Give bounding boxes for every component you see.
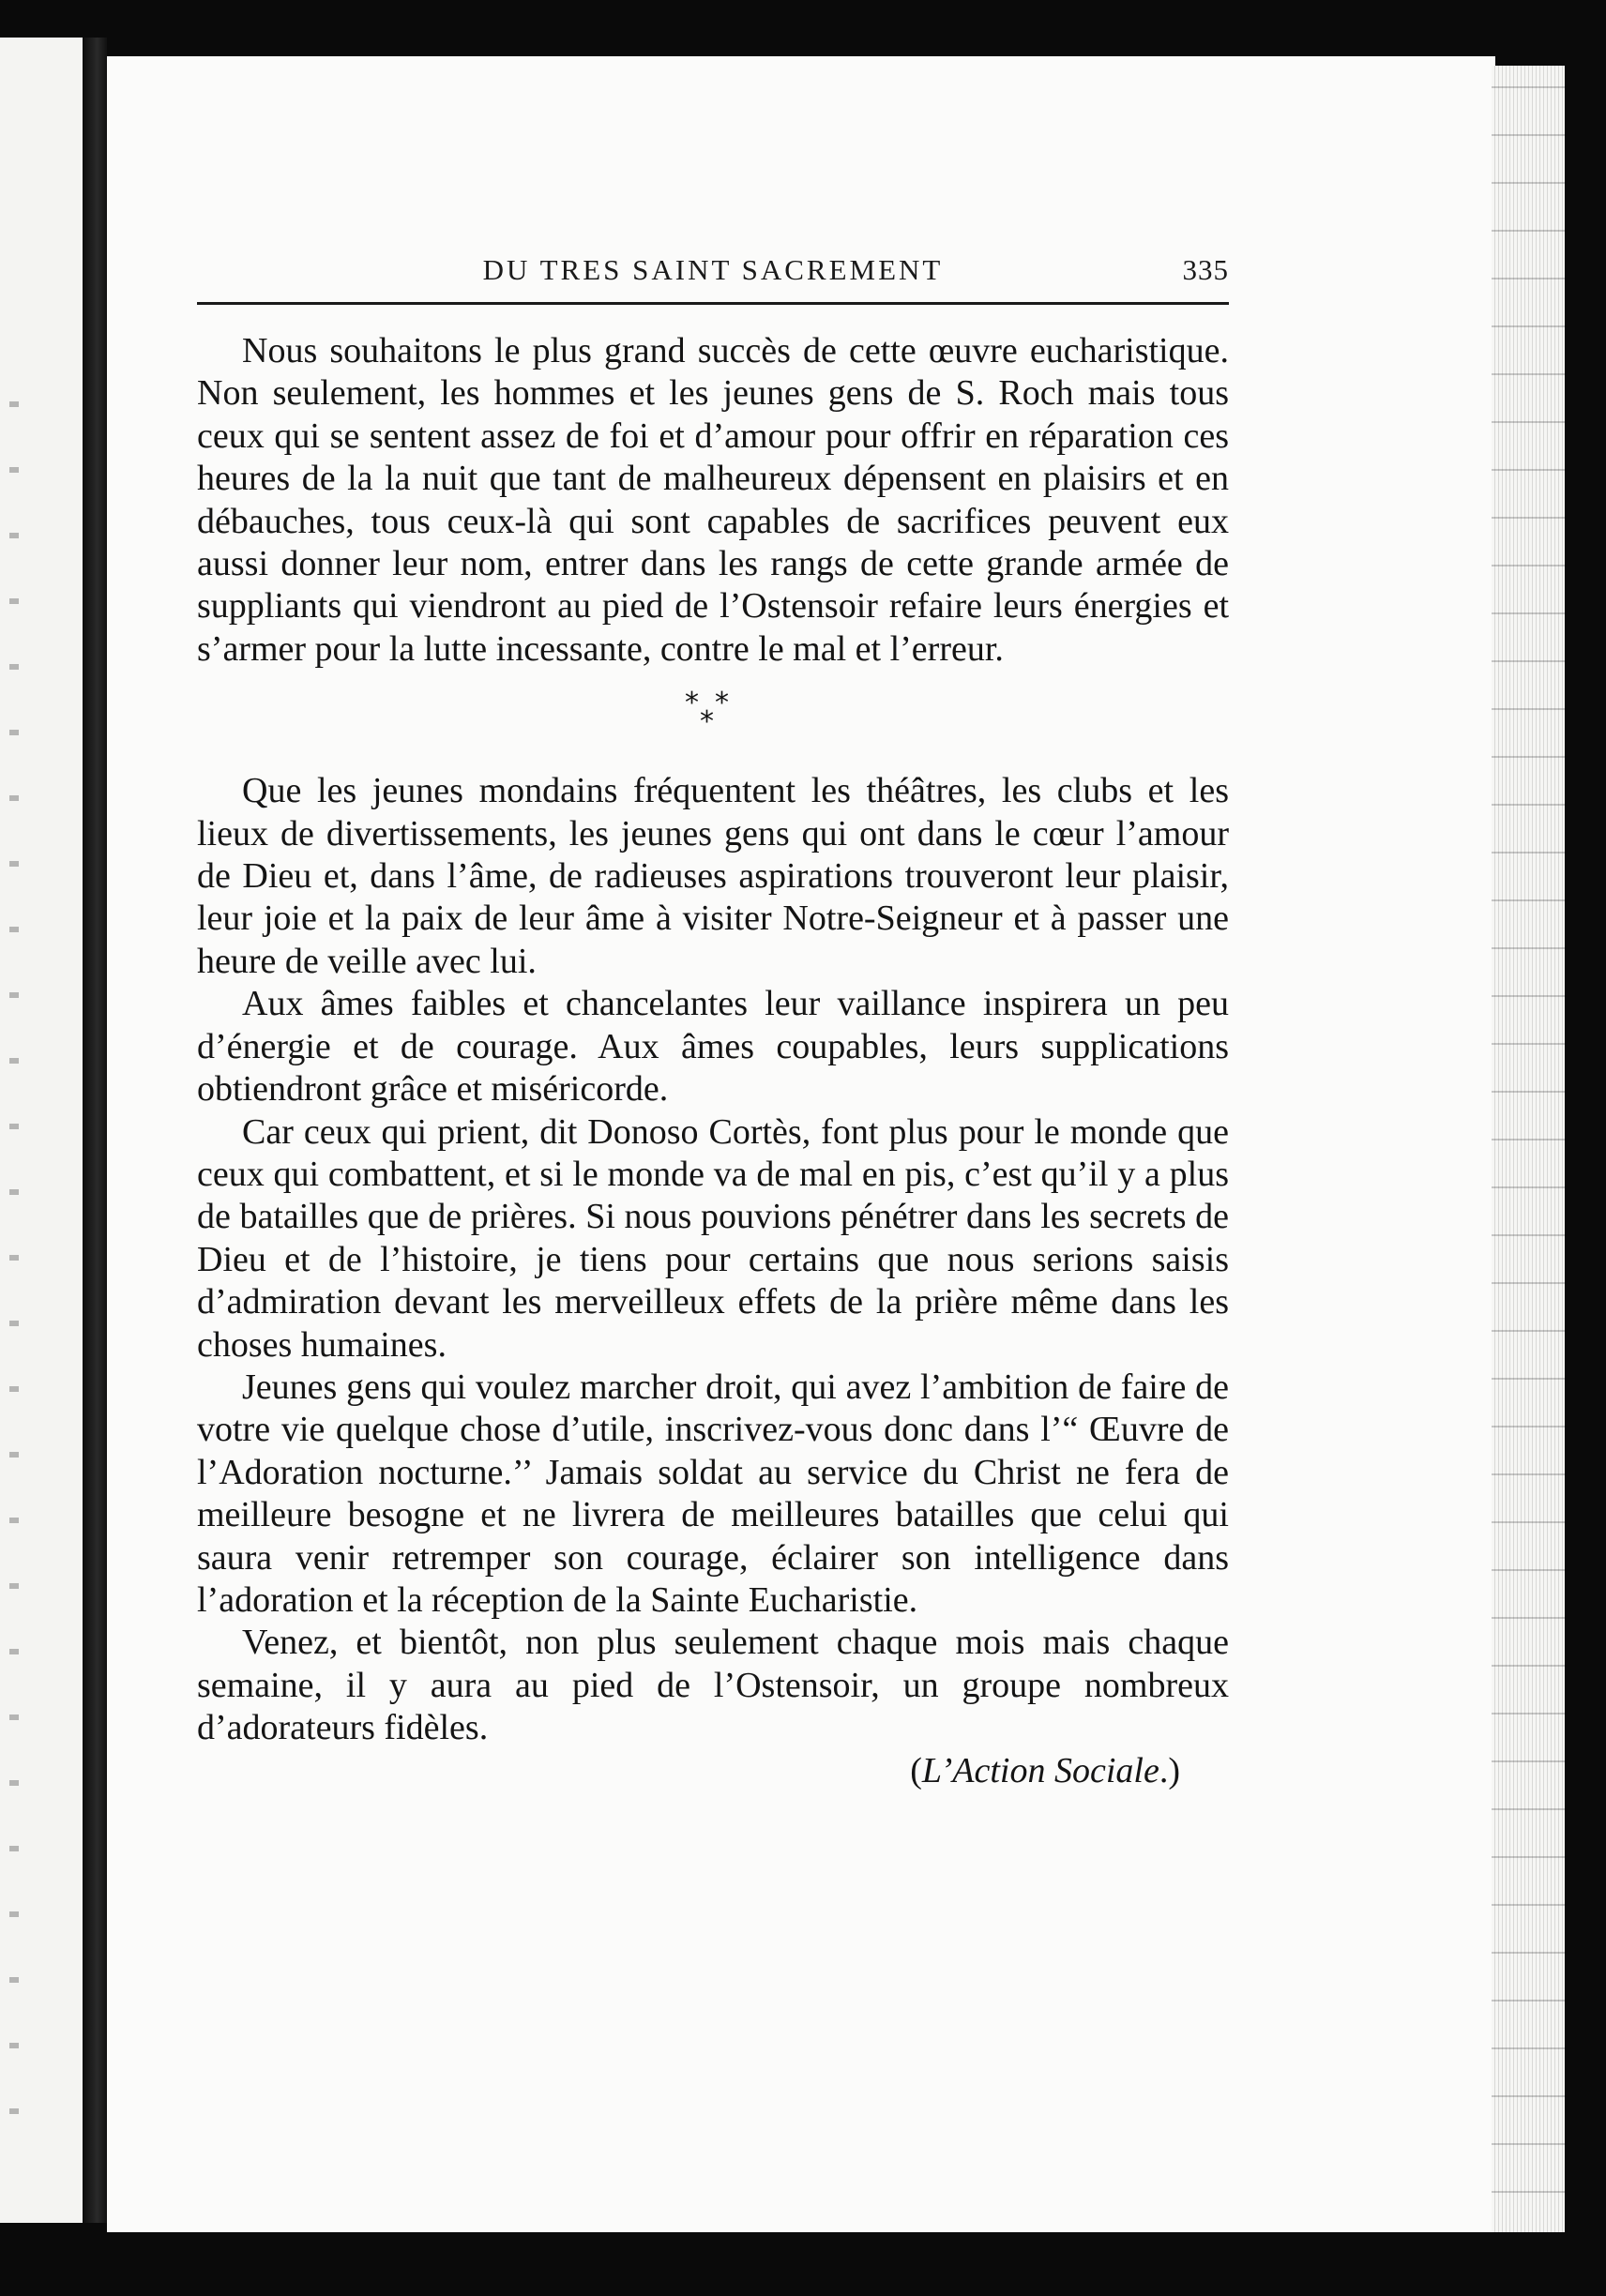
paragraph: Aux âmes faibles et chancelantes leur vaillance inspirera un peu d’énergie et de courage. Aux âmes coupables, leurs supplications obtiendront grâce et miséricorde.: [197, 984, 1229, 1110]
source-title: L’Action Sociale: [921, 1750, 1159, 1790]
page-number: 335: [1182, 253, 1229, 286]
facing-page-edge: [0, 38, 83, 2223]
asterism-star: *: [685, 687, 699, 720]
paragraph: Jeunes gens qui voulez marcher droit, qui avez l’ambition de faire de votre vie quelque chose d’utile, inscrivez-vous donc dans l’“ Œuvre de l’Adoration nocturne.’’ Jamais soldat au service du Christ ne fera de meilleure besogne et ne livrera de meilleures batailles que celui qui saura venir retremper son courage, éclairer son intelligence dans l’adoration et la réception de la Sainte Eucharistie.: [197, 1367, 1229, 1620]
source-attribution: [197, 1750, 1229, 1792]
paragraph: Car ceux qui prient, dit Donoso Cortès, font plus pour le monde que ceux qui combattent, et si le monde va de mal en pis, c’est qu’il y a plus de batailles que de prières. Si nous pouvions pénétrer dans les secrets de Dieu et de l’histoire, je tiens pour certains que nous serions saisis d’admiration devant les merveilleux effets de la prière même dans les choses humaines.: [197, 1111, 1229, 1365]
source-open-paren: (: [910, 1750, 922, 1790]
section-break-asterism: [197, 671, 1229, 755]
running-head-title: DU TRES SAINT SACREMENT: [482, 253, 944, 286]
page-stack-edges: [1492, 66, 1565, 2232]
facing-page-text-fragments: [9, 366, 19, 2148]
source-close: .): [1159, 1750, 1180, 1790]
body-text: [197, 330, 1229, 1792]
paragraph: Que les jeunes mondains fréquentent les théâtres, les clubs et les lieux de divertissements, les jeunes gens qui ont dans le cœur l’amour de Dieu et, dans l’âme, de radieuses aspirations trouveront leur plaisir, leur joie et la paix de leur âme à visiter Notre-Seigneur et à passer une heure de veille avec lui.: [197, 771, 1229, 981]
asterism-star: *: [715, 687, 729, 720]
paragraph: Venez, et bientôt, non plus seulement chaque mois mais chaque semaine, il y aura au pied de l’Ostensoir, un groupe nombreux d’adorateurs fidèles.: [197, 1623, 1229, 1748]
asterism-star: *: [700, 705, 714, 739]
book-gutter: [83, 38, 107, 2223]
paragraph: Nous souhaitons le plus grand succès de cette œuvre eucharistique. Non seulement, les hommes et les jeunes gens de S. Roch mais tous ceux qui se sentent assez de foi et d’amour pour offrir en réparation ces heures de la la nuit que tant de malheureux dépensent en plaisirs et en débauches, tous ceux-là qui sont capables de sacrifices peuvent eux aussi donner leur nom, entrer dans les rangs de cette grande armée de suppliants qui viendront au pied de l’Ostensoir refaire leurs énergies et s’armer pour la lutte incessante, contre le mal et l’erreur.: [197, 331, 1229, 669]
running-head: [197, 251, 1229, 305]
